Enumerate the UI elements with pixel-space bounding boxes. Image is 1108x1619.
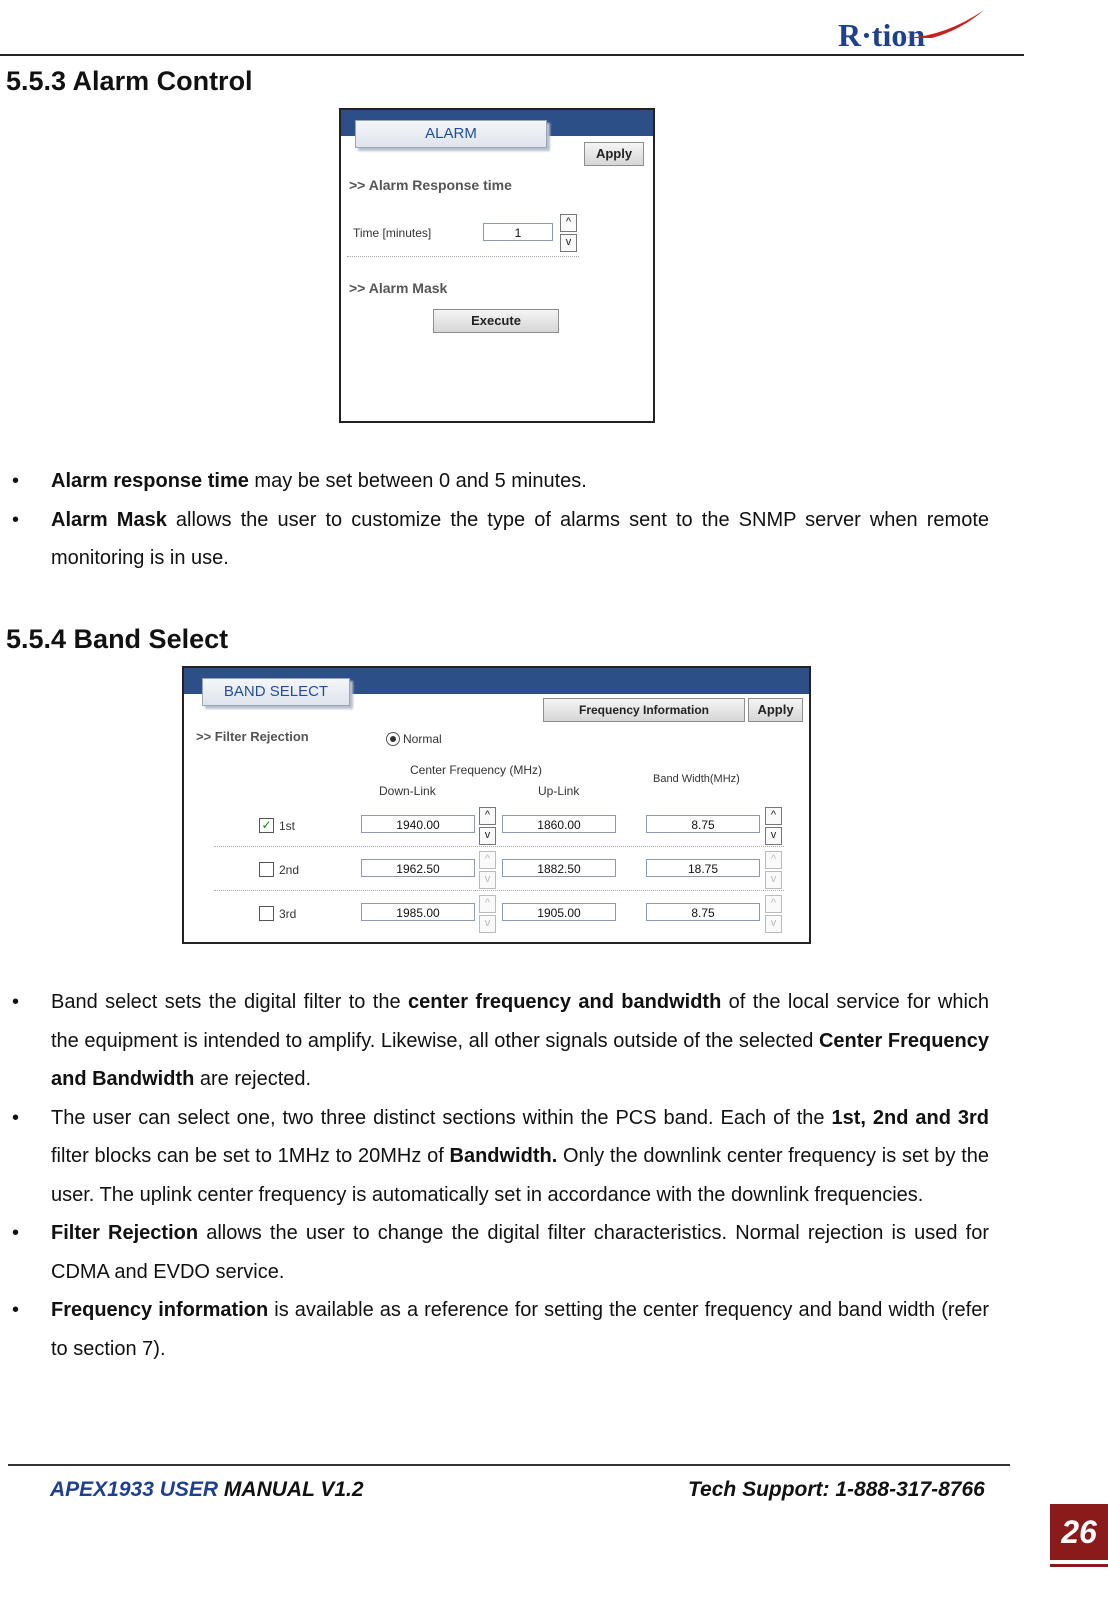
center-frequency-header: Center Frequency (MHz) — [410, 763, 543, 777]
uplink-input: 1905.00 — [502, 903, 616, 921]
down-arrow-icon[interactable]: v — [479, 827, 496, 845]
list-item: • Band select sets the digital filter to the center frequency and bandwidth of the local service for which the equipment is intended to amplify. Likewise, all other signals outside of the selected Center Frequency and Bandwidth are rejected. — [0, 983, 989, 1099]
divider — [214, 846, 784, 847]
down-arrow-icon[interactable]: v — [765, 915, 782, 933]
page-number: 26 — [1050, 1504, 1108, 1560]
page-badge-line — [1050, 1564, 1108, 1567]
row-label: 1st — [279, 819, 296, 833]
checkbox-2nd[interactable] — [259, 862, 274, 877]
alarm-mask-heading: >> Alarm Mask — [349, 280, 448, 296]
list-item: • Filter Rejection allows the user to change the digital filter characteristics. Normal rejection is used for CDMA and EVDO service. — [0, 1214, 989, 1291]
time-stepper[interactable] — [560, 214, 577, 250]
up-arrow-icon[interactable]: ^ — [765, 851, 782, 869]
bandwidth-stepper[interactable] — [765, 807, 782, 843]
down-arrow-icon[interactable]: v — [479, 871, 496, 889]
svg-text:R·tion: R·tion — [838, 17, 926, 52]
checkbox-1st[interactable]: ✓ — [259, 818, 274, 833]
bandwidth-stepper[interactable] — [765, 895, 782, 931]
time-input[interactable]: 1 — [483, 223, 553, 241]
downlink-header: Down-Link — [379, 784, 436, 798]
downlink-stepper[interactable] — [479, 895, 496, 931]
tab-band-select[interactable]: BAND SELECT — [202, 678, 350, 706]
up-arrow-icon[interactable]: ^ — [479, 895, 496, 913]
alarm-response-heading: >> Alarm Response time — [349, 177, 512, 193]
up-arrow-icon[interactable]: ^ — [765, 807, 782, 825]
header-rule — [0, 54, 1024, 56]
bandwidth-input[interactable]: 8.75 — [646, 815, 760, 833]
row-label: 3rd — [279, 907, 297, 921]
up-arrow-icon[interactable]: ^ — [765, 895, 782, 913]
downlink-input[interactable]: 1940.00 — [361, 815, 475, 833]
uplink-header: Up-Link — [538, 784, 580, 798]
alarm-bullets — [0, 462, 1108, 578]
alarm-panel — [339, 108, 655, 423]
bandwidth-header: Band Width(MHz) — [653, 773, 740, 785]
band-bullets — [0, 983, 1108, 1368]
tab-alarm[interactable]: ALARM — [355, 120, 547, 148]
time-label: Time [minutes] — [353, 226, 432, 240]
frequency-information-button[interactable]: Frequency Information — [543, 698, 745, 722]
divider — [347, 256, 579, 257]
list-item: • The user can select one, two three distinct sections within the PCS band. Each of the 1st, 2nd and 3rd filter blocks can be set to 1MHz to 20MHz of Bandwidth. Only the downlink center frequency is set by the user. The uplink center frequency is automatically set in accordance with the downlink frequencies. — [0, 1099, 989, 1215]
section-title-alarm: 5.5.3 Alarm Control — [6, 66, 253, 96]
apply-button[interactable]: Apply — [584, 142, 644, 166]
down-arrow-icon[interactable]: v — [765, 871, 782, 889]
list-item: • Alarm Mask allows the user to customize the type of alarms sent to the SNMP server when remote monitoring is in use. — [0, 501, 989, 578]
footer-manual-title: APEX1933 USER MANUAL V1.2 — [50, 1478, 364, 1501]
normal-radio[interactable] — [386, 732, 400, 746]
downlink-stepper[interactable] — [479, 807, 496, 843]
band-select-panel — [182, 666, 811, 944]
checkbox-3rd[interactable] — [259, 906, 274, 921]
down-arrow-icon[interactable]: v — [765, 827, 782, 845]
up-arrow-icon[interactable]: ^ — [479, 807, 496, 825]
row-label: 2nd — [279, 863, 300, 877]
uplink-input: 1860.00 — [502, 815, 616, 833]
list-item: • Alarm response time may be set between 0 and 5 minutes. — [0, 462, 989, 501]
downlink-input[interactable]: 1962.50 — [361, 859, 475, 877]
section-title-band: 5.5.4 Band Select — [6, 624, 229, 654]
filter-rejection-heading: >> Filter Rejection — [196, 729, 309, 744]
normal-label: Normal — [403, 732, 442, 746]
list-item: • Frequency information is available as a reference for setting the center frequency and band width (refer to section 7). — [0, 1291, 989, 1368]
bandwidth-input[interactable]: 18.75 — [646, 859, 760, 877]
footer-tech-support: Tech Support: 1-888-317-8766 — [688, 1478, 985, 1501]
footer-rule — [8, 1464, 1010, 1466]
downlink-input[interactable]: 1985.00 — [361, 903, 475, 921]
down-arrow-icon[interactable]: v — [560, 234, 577, 252]
up-arrow-icon[interactable]: ^ — [479, 851, 496, 869]
bandwidth-input[interactable]: 8.75 — [646, 903, 760, 921]
rtion-logo — [836, 8, 986, 52]
execute-button[interactable]: Execute — [433, 309, 559, 333]
uplink-input: 1882.50 — [502, 859, 616, 877]
apply-button[interactable]: Apply — [748, 698, 803, 722]
divider — [214, 890, 784, 891]
down-arrow-icon[interactable]: v — [479, 915, 496, 933]
bandwidth-stepper[interactable] — [765, 851, 782, 887]
up-arrow-icon[interactable]: ^ — [560, 214, 577, 232]
downlink-stepper[interactable] — [479, 851, 496, 887]
